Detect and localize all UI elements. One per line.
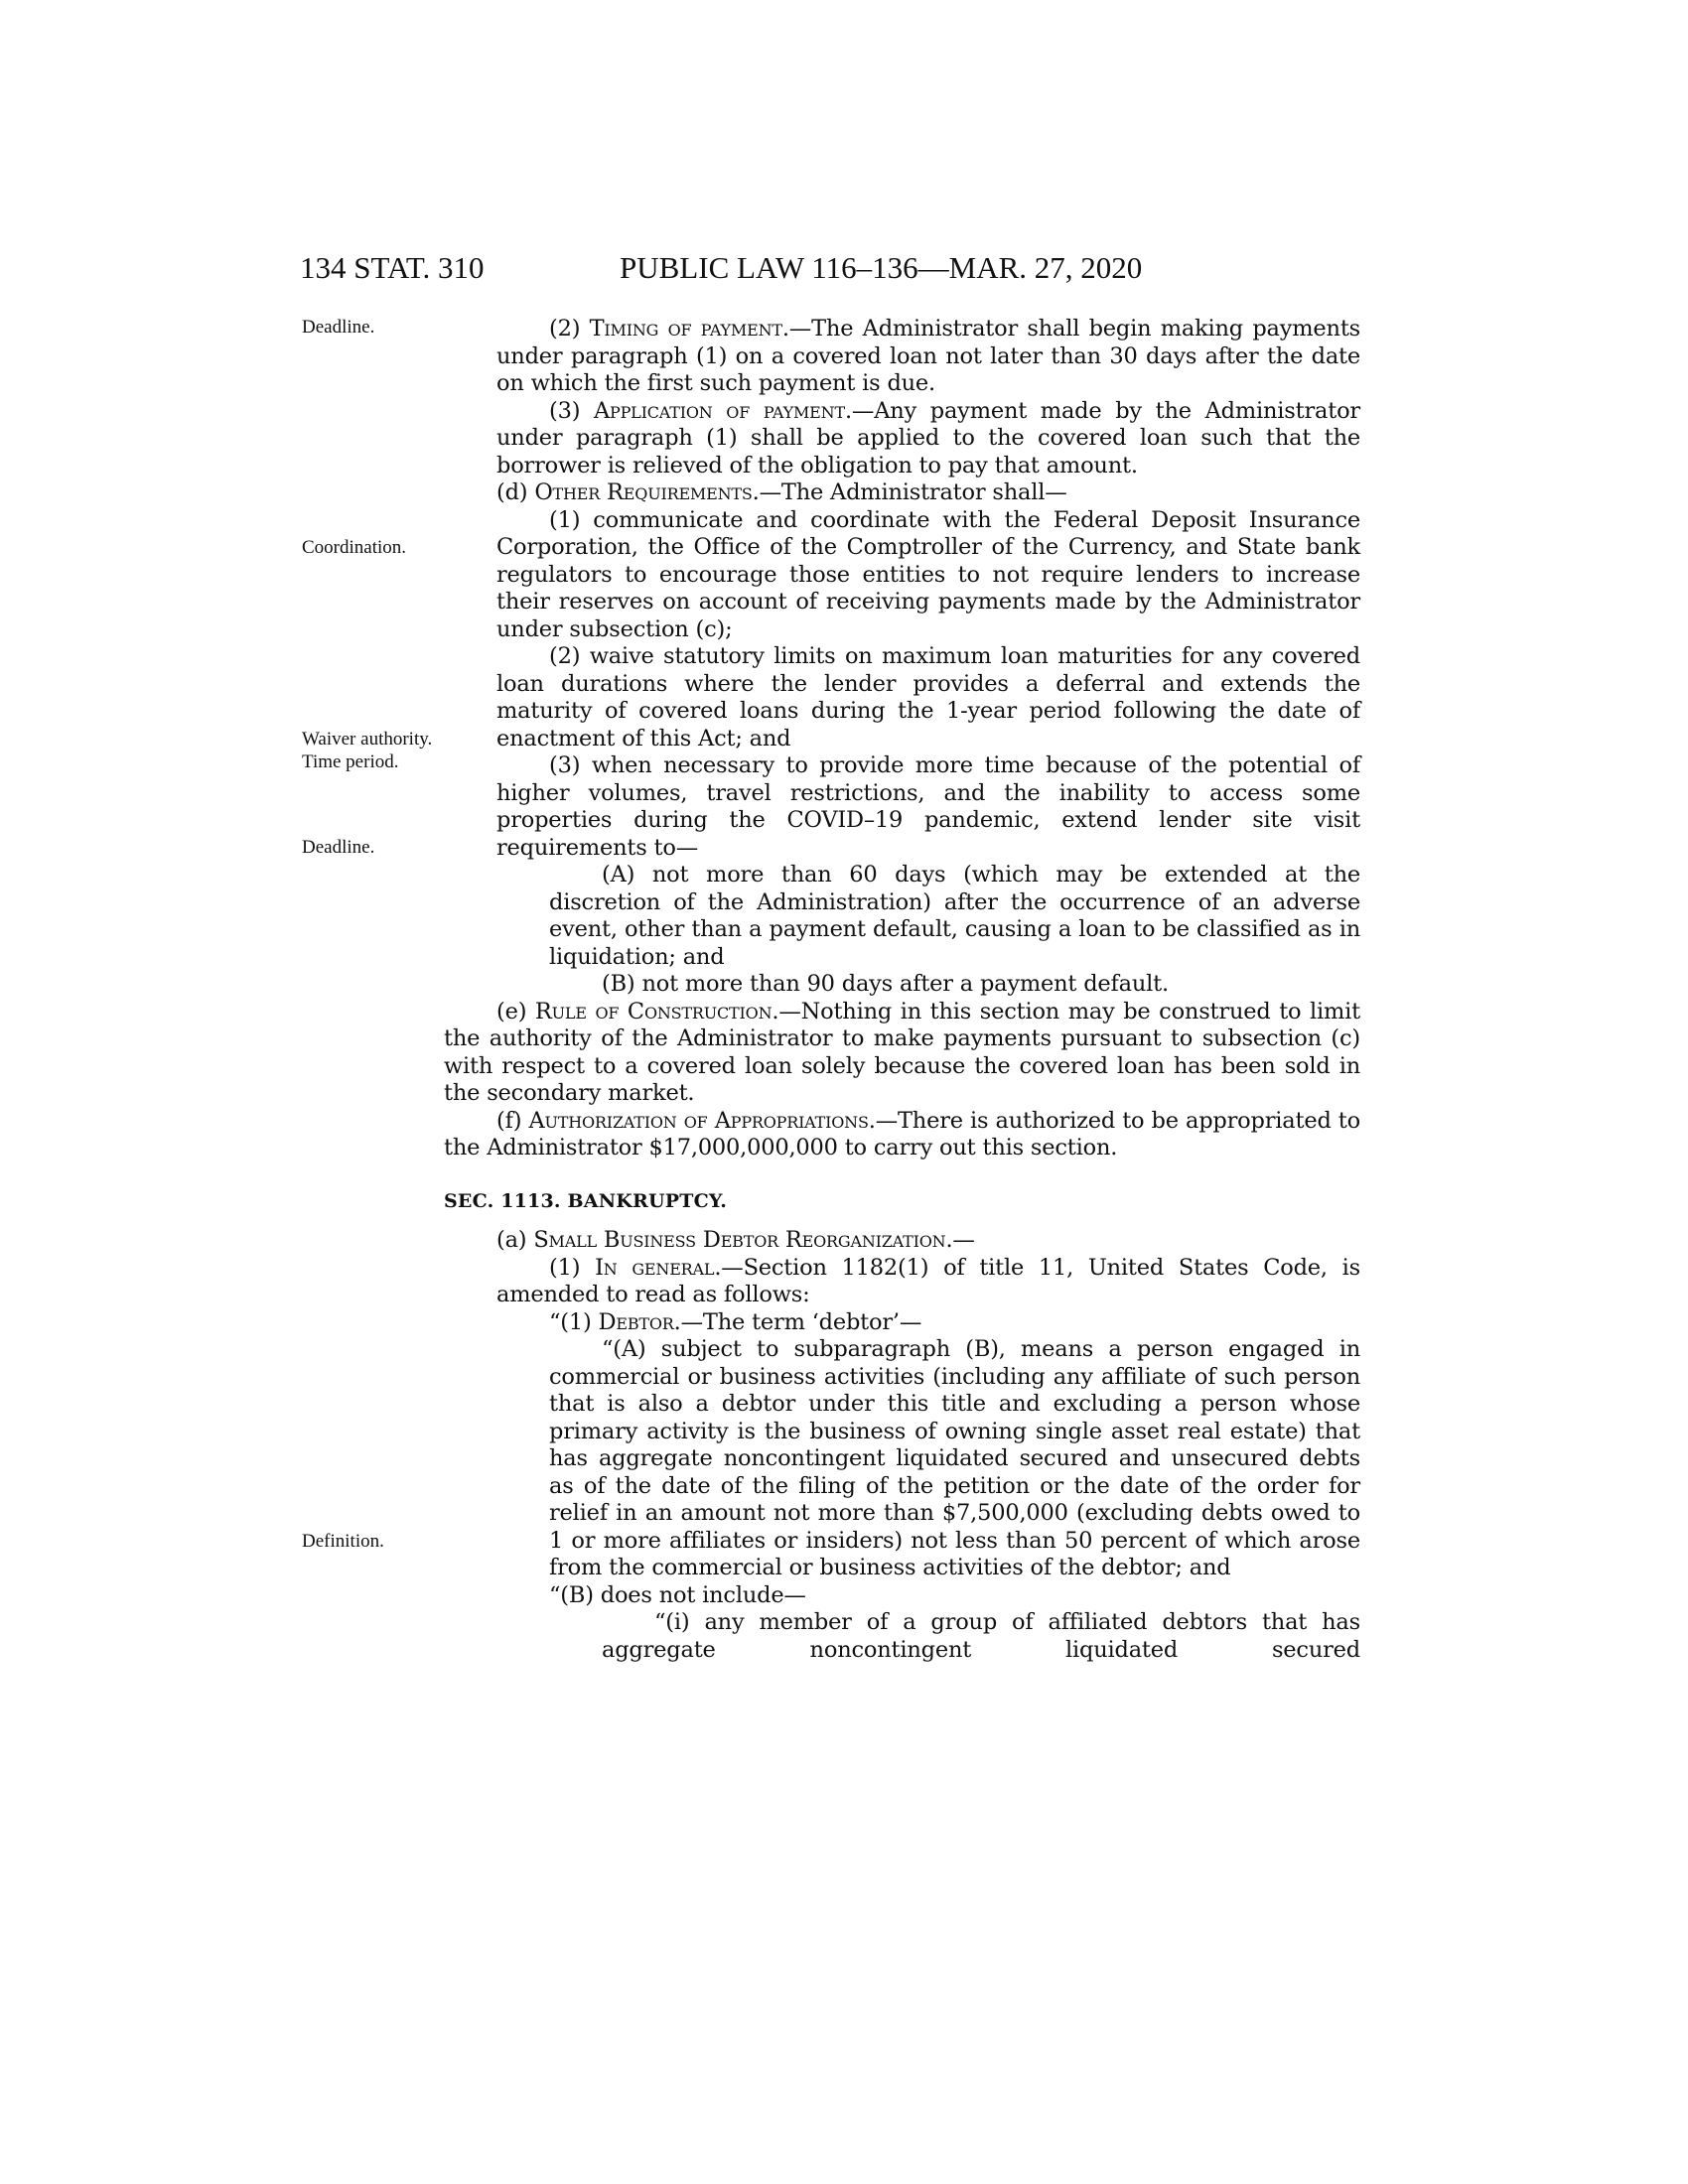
- subsection-small-business-debtor: (a) Small Business Debtor Reorganization.—: [496, 1227, 975, 1253]
- page-number: 134 STAT. 310: [300, 250, 485, 285]
- paragraph-heading: Other Requirements: [534, 479, 753, 505]
- paragraph-site-visit: (3) when necessary to provide more time because of the potential of higher volumes, travel restrictions, and the inability to access some properties during the COVID–19 pandemic, extend lender site visit requirements to—: [496, 752, 1360, 861]
- subsection-authorization: (f) Authorization of Appropriations.—There is authorized to be appropriated to the Administrator $17,000,000,000 to carry out this section.: [444, 1107, 1360, 1160]
- subparagraph-b-90-days: (B) not more than 90 days after a payment default.: [602, 971, 1169, 997]
- paragraph-heading: Debtor: [598, 1308, 674, 1335]
- margin-note-waiver-authority: Waiver authority.: [302, 729, 433, 750]
- law-title: PUBLIC LAW 116–136—MAR. 27, 2020: [620, 250, 1143, 285]
- margin-note-deadline: Deadline.: [302, 317, 375, 338]
- subparagraph-a-60-days: (A) not more than 60 days (which may be extended at the discretion of the Administration) after the occurrence of an adverse event, other than a payment default, causing a loan to be classified as in liquidation; and: [549, 862, 1360, 970]
- paragraph-heading: In general: [595, 1254, 715, 1281]
- page-header: [300, 248, 1223, 288]
- paragraph-debtor-definition: “(1) Debtor.—The term ‘debtor’—: [549, 1308, 922, 1335]
- margin-note-coordination: Coordination.: [302, 537, 407, 558]
- paragraph-timing-of-payment: (2) Timing of payment.—The Administrator shall begin making payments under paragraph (1) on a covered loan not later than 30 days after the date on which the first such payment is due.: [496, 316, 1361, 396]
- margin-note-deadline-2: Deadline.: [302, 837, 375, 858]
- paragraph-waive-limits: (2) waive statutory limits on maximum loan maturities for any covered loan durations where the lender provides a deferral and extends the maturity of covered loans during the 1-year period following the date of enactment of this Act; and: [496, 643, 1360, 751]
- subparagraph-a-debtor: “(A) subject to subparagraph (B), means a person engaged in commercial or business activities (including any affiliate of such person that is also a debtor under this title and excluding a person whose primary activity is the business of owning single asset real estate) that has aggregate noncontingent liquidated secured and unsecured debts as of the date of the filing of the petition or the date of the order for relief in an amount not more than $7,500,000 (excluding debts owed to 1 or more affiliates or insiders) not less than 50 percent of which arose from the commercial or business activities of the debtor; and: [549, 1336, 1360, 1580]
- section-heading: SEC. 1113. BANKRUPTCY.: [444, 1189, 728, 1212]
- paragraph-heading: Small Business Debtor Reorganization: [533, 1227, 946, 1253]
- paragraph-heading: Rule of Construction: [534, 998, 773, 1024]
- paragraph-heading: Authorization of Appropriations: [528, 1107, 869, 1134]
- paragraph-in-general: (1) In general.—Section 1182(1) of title 11, United States Code, is amended to read as follows:: [496, 1254, 1360, 1307]
- subparagraph-b-does-not-include: “(B) does not include—: [549, 1581, 806, 1608]
- paragraph-heading: Timing of payment: [589, 316, 782, 341]
- paragraph-communicate-coordinate: (1) communicate and coordinate with the Federal Deposit Insurance Corporation, the Office of the Comptroller of the Currency, and State bank regulators to encourage those entities to not require lenders to increase their reserves on account of receiving payments made by the Administrator under subsection (c);: [496, 506, 1360, 642]
- paragraph-application-of-payment: (3) Application of payment.—Any payment made by the Administrator under paragraph (1) shall be applied to the covered loan such that the borrower is relieved of the obligation to pay that amount.: [496, 397, 1360, 478]
- paragraph-heading: Application of payment: [594, 397, 845, 424]
- clause-i-affiliated-debtors: “(i) any member of a group of affiliated debtors that has aggregate noncontingent liquidated secured: [602, 1609, 1360, 1663]
- subsection-rule-of-construction: (e) Rule of Construction.—Nothing in this section may be construed to limit the authority of the Administrator to make payments pursuant to subsection (c) with respect to a covered loan solely because the covered loan has been sold in the secondary market.: [444, 998, 1360, 1106]
- margin-note-definition: Definition.: [302, 1531, 384, 1552]
- margin-note-time-period: Time period.: [302, 751, 399, 772]
- subsection-other-requirements: (d) Other Requirements.—The Administrator shall—: [496, 479, 1067, 505]
- statute-body: [444, 316, 1361, 1664]
